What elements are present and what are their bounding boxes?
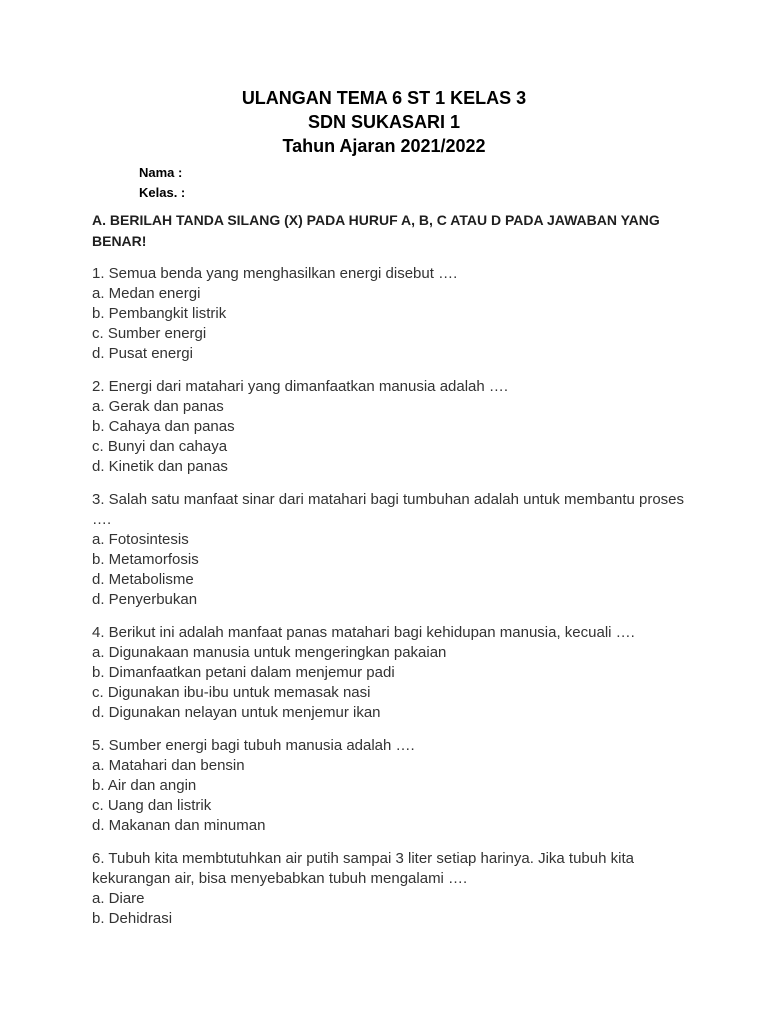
question-4	[92, 623, 692, 723]
question-list	[92, 264, 692, 942]
option-d: d. Digunakan nelayan untuk menjemur ikan	[92, 704, 381, 721]
question-6	[92, 849, 692, 929]
option-b: b. Metamorfosis	[92, 551, 199, 568]
question-text: 1. Semua benda yang menghasilkan energi disebut ….	[92, 265, 458, 282]
class-label: Kelas. :	[139, 185, 186, 200]
option-b: b. Dehidrasi	[92, 910, 173, 927]
question-text: 2. Energi dari matahari yang dimanfaatkan manusia adalah ….	[92, 378, 509, 395]
question-1	[92, 264, 692, 364]
option-c: c. Sumber energi	[92, 325, 207, 342]
option-d: d. Kinetik dan panas	[92, 458, 228, 475]
student-identity	[139, 163, 185, 203]
option-c: c. Digunakan ibu-ibu untuk memasak nasi	[92, 684, 371, 701]
option-a: a. Gerak dan panas	[92, 398, 224, 415]
school-name: SDN SUKASARI 1	[307, 112, 461, 132]
question-5	[92, 736, 692, 836]
option-a: a. Diare	[92, 890, 145, 907]
option-c: d. Metabolisme	[92, 571, 194, 588]
document-header	[0, 86, 768, 158]
question-3	[92, 490, 692, 610]
option-b: b. Cahaya dan panas	[92, 418, 235, 435]
option-a: a. Medan energi	[92, 285, 201, 302]
option-b: b. Air dan angin	[92, 777, 197, 794]
option-d: d. Pusat energi	[92, 345, 193, 362]
option-d: d. Penyerbukan	[92, 591, 198, 608]
option-b: b. Dimanfaatkan petani dalam menjemur padi	[92, 664, 395, 681]
option-a: a. Fotosintesis	[92, 531, 189, 548]
option-a: a. Matahari dan bensin	[92, 757, 245, 774]
question-2	[92, 377, 692, 477]
question-text: 4. Berikut ini adalah manfaat panas matahari bagi kehidupan manusia, kecuali ….	[92, 624, 635, 641]
option-d: d. Makanan dan minuman	[92, 817, 266, 834]
option-a: a. Digunakaan manusia untuk mengeringkan pakaian	[92, 644, 447, 661]
option-c: c. Uang dan listrik	[92, 797, 212, 814]
name-label: Nama :	[139, 165, 183, 180]
section-instruction: A. BERILAH TANDA SILANG (X) PADA HURUF A, B, C ATAU D PADA JAWABAN YANG BENAR!	[92, 212, 660, 249]
question-text: 5. Sumber energi bagi tubuh manusia adalah ….	[92, 737, 415, 754]
option-c: c. Bunyi dan cahaya	[92, 438, 228, 455]
academic-year: Tahun Ajaran 2021/2022	[282, 136, 486, 156]
question-text: 3. Salah satu manfaat sinar dari matahari bagi tumbuhan adalah untuk membantu proses ….	[92, 491, 685, 528]
question-text: 6. Tubuh kita membtutuhkan air putih sampai 3 liter setiap harinya. Jika tubuh kita kekurangan air, bisa menyebabkan tubuh mengalami ….	[92, 850, 634, 887]
exam-title: ULANGAN TEMA 6 ST 1 KELAS 3	[241, 88, 527, 108]
option-b: b. Pembangkit listrik	[92, 305, 227, 322]
